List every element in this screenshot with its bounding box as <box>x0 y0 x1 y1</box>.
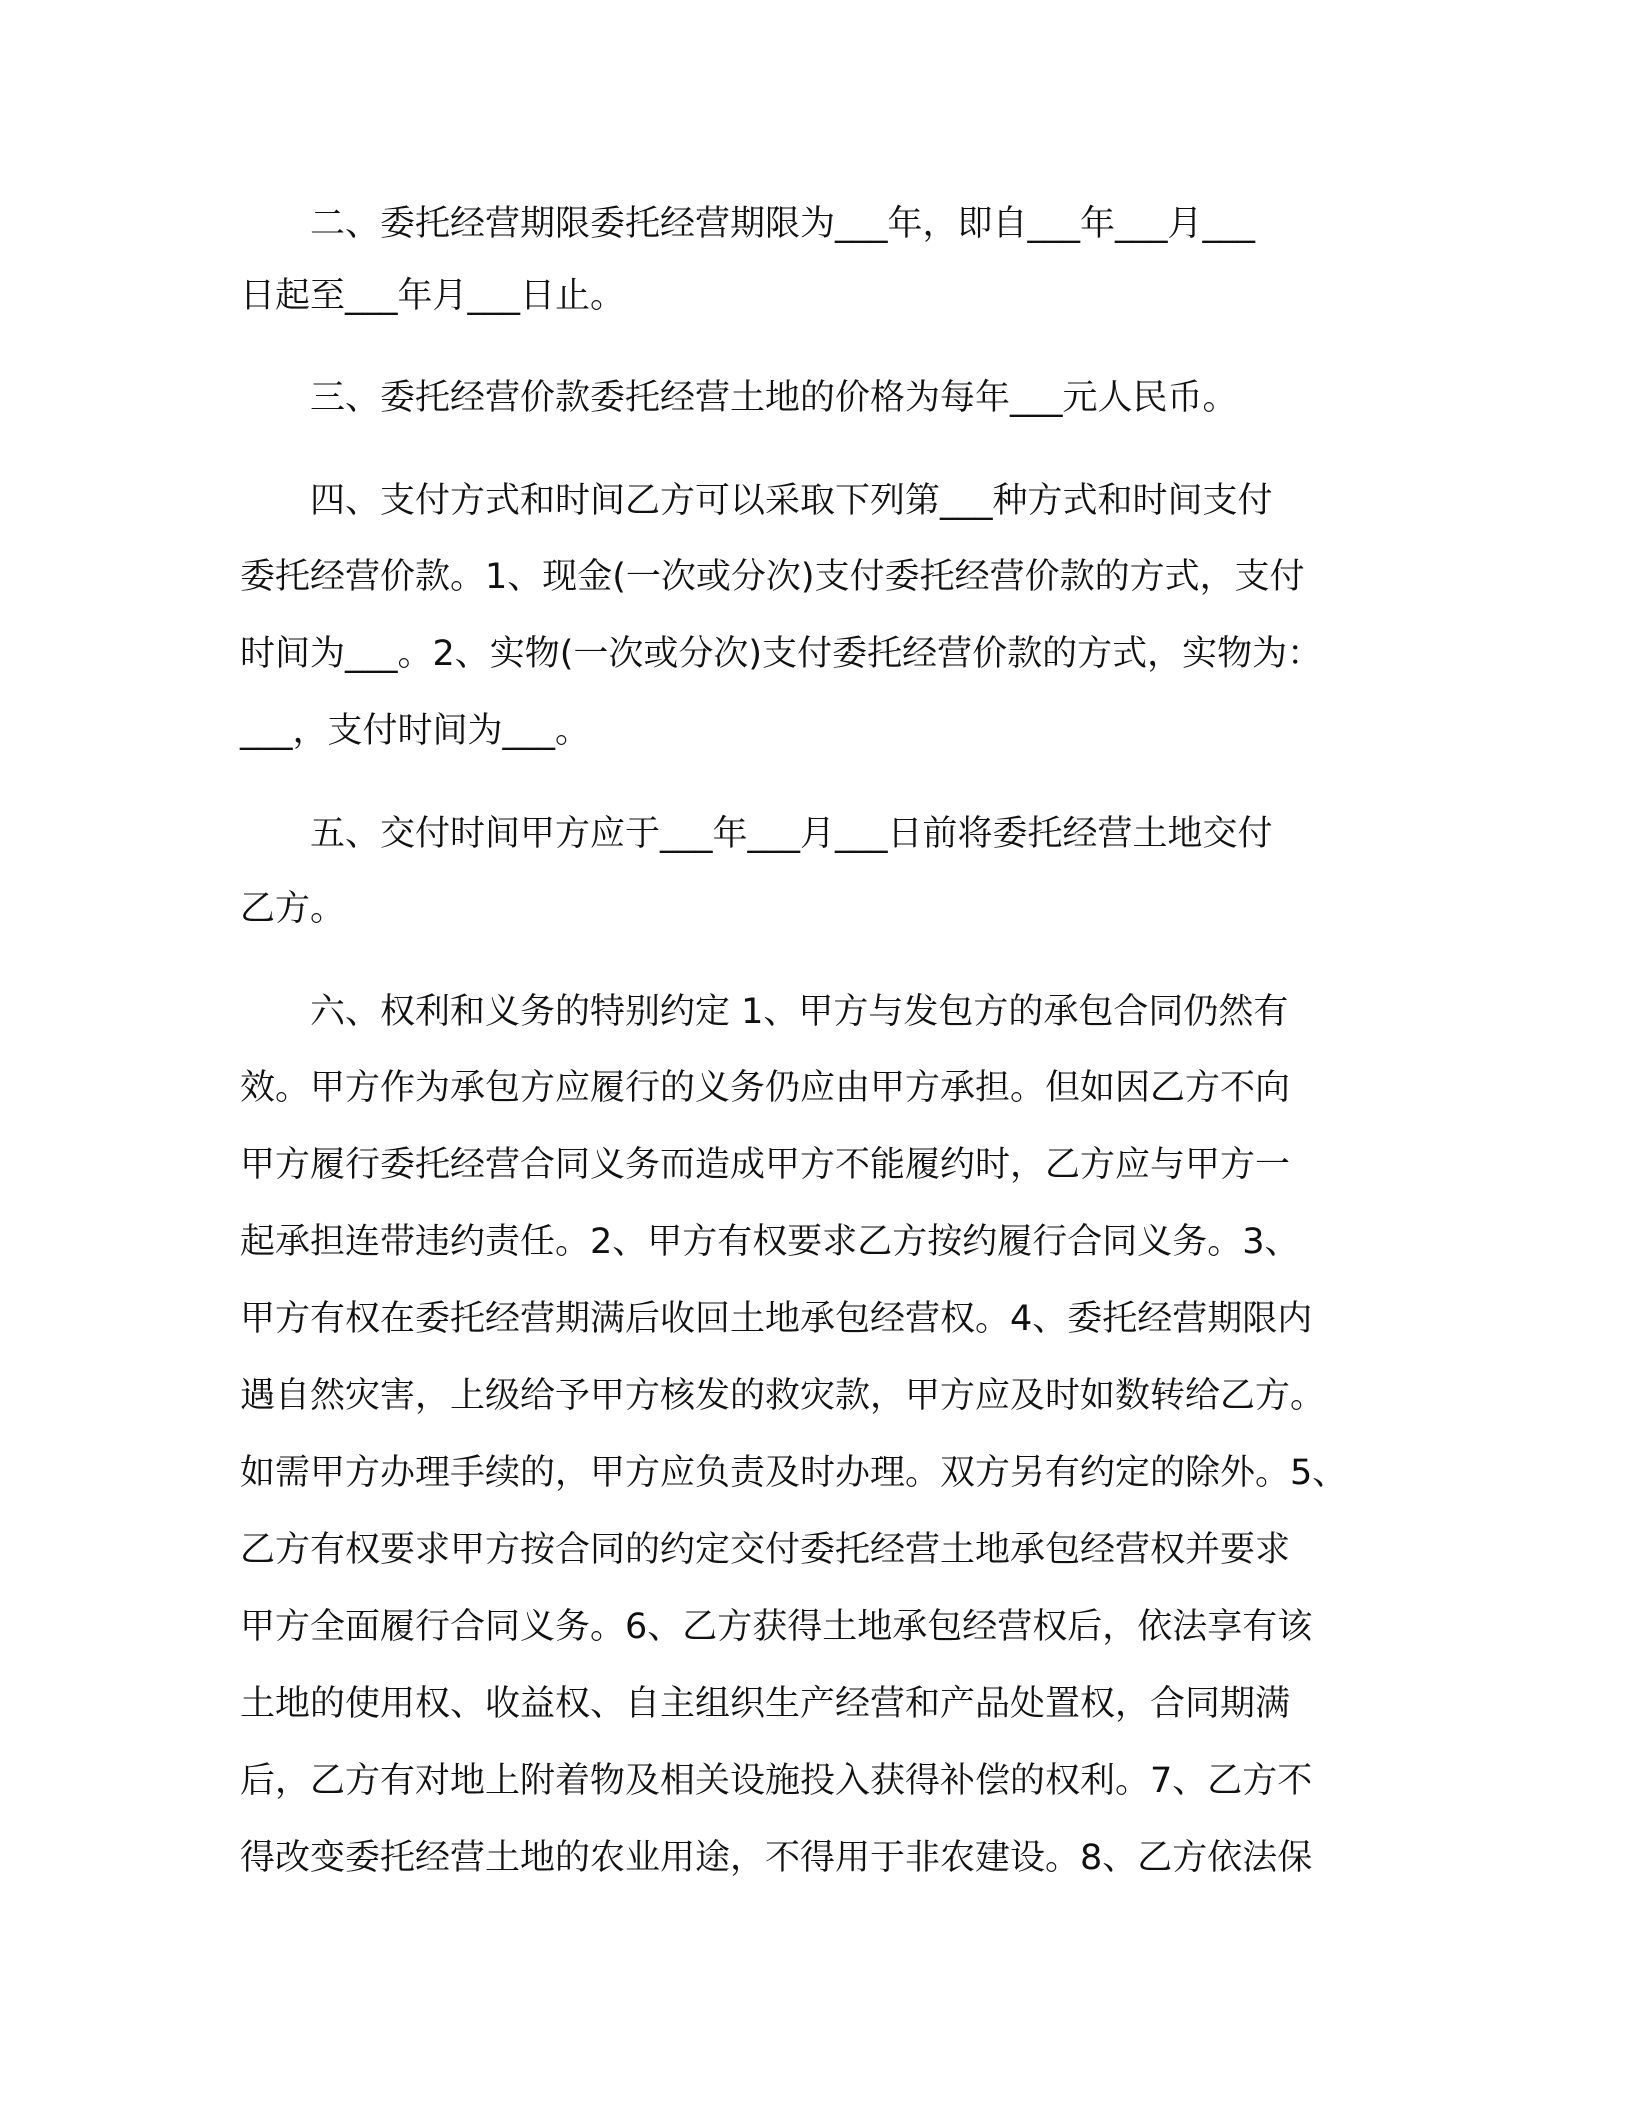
text-line: 乙方。 <box>240 889 346 929</box>
text-line: 三、委托经营价款委托经营土地的价格为每年___元人民币。 <box>240 378 1238 418</box>
text-line: 二、委托经营期限委托经营期限为___年，即自___年___月___ <box>240 204 1256 244</box>
text-line: 日起至___年月___日止。 <box>240 276 626 316</box>
text-line: 效。甲方作为承包方应履行的义务仍应由甲方承担。但如因乙方不向 <box>240 1068 1291 1108</box>
text-line: 得改变委托经营土地的农业用途，不得用于非农建设。8、乙方依法保 <box>240 1838 1313 1878</box>
text-line: 时间为___。2、实物(一次或分次)支付委托经营价款的方式，实物为： <box>240 634 1323 674</box>
text-line: 四、支付方式和时间乙方可以采取下列第___种方式和时间支付 <box>240 481 1273 521</box>
text-line: 委托经营价款。1、现金(一次或分次)支付委托经营价款的方式，支付 <box>240 557 1305 597</box>
text-line: 起承担连带违约责任。2、甲方有权要求乙方按约履行合同义务。3、 <box>240 1222 1300 1262</box>
text-line: 土地的使用权、收益权、自主组织生产经营和产品处置权，合同期满 <box>240 1684 1291 1724</box>
text-line: 甲方有权在委托经营期满后收回土地承包经营权。4、委托经营期限内 <box>240 1299 1313 1339</box>
text-line: 乙方有权要求甲方按合同的约定交付委托经营土地承包经营权并要求 <box>240 1530 1291 1570</box>
text-line: 遇自然灾害，上级给予甲方核发的救灾款，甲方应及时如数转给乙方。 <box>240 1376 1326 1416</box>
text-line: 如需甲方办理手续的，甲方应负责及时办理。双方另有约定的除外。5、 <box>240 1453 1348 1493</box>
text-line: 甲方履行委托经营合同义务而造成甲方不能履约时，乙方应与甲方一 <box>240 1145 1291 1185</box>
text-line: 六、权利和义务的特别约定 1、甲方与发包方的承包合同仍然有 <box>240 992 1289 1032</box>
text-line: ___，支付时间为___。 <box>240 711 591 751</box>
text-line: 甲方全面履行合同义务。6、乙方获得土地承包经营权后，依法享有该 <box>240 1607 1313 1647</box>
text-line: 五、交付时间甲方应于___年___月___日前将委托经营土地交付 <box>240 814 1273 854</box>
text-line: 后，乙方有对地上附着物及相关设施投入获得补偿的权利。7、乙方不 <box>240 1761 1313 1801</box>
